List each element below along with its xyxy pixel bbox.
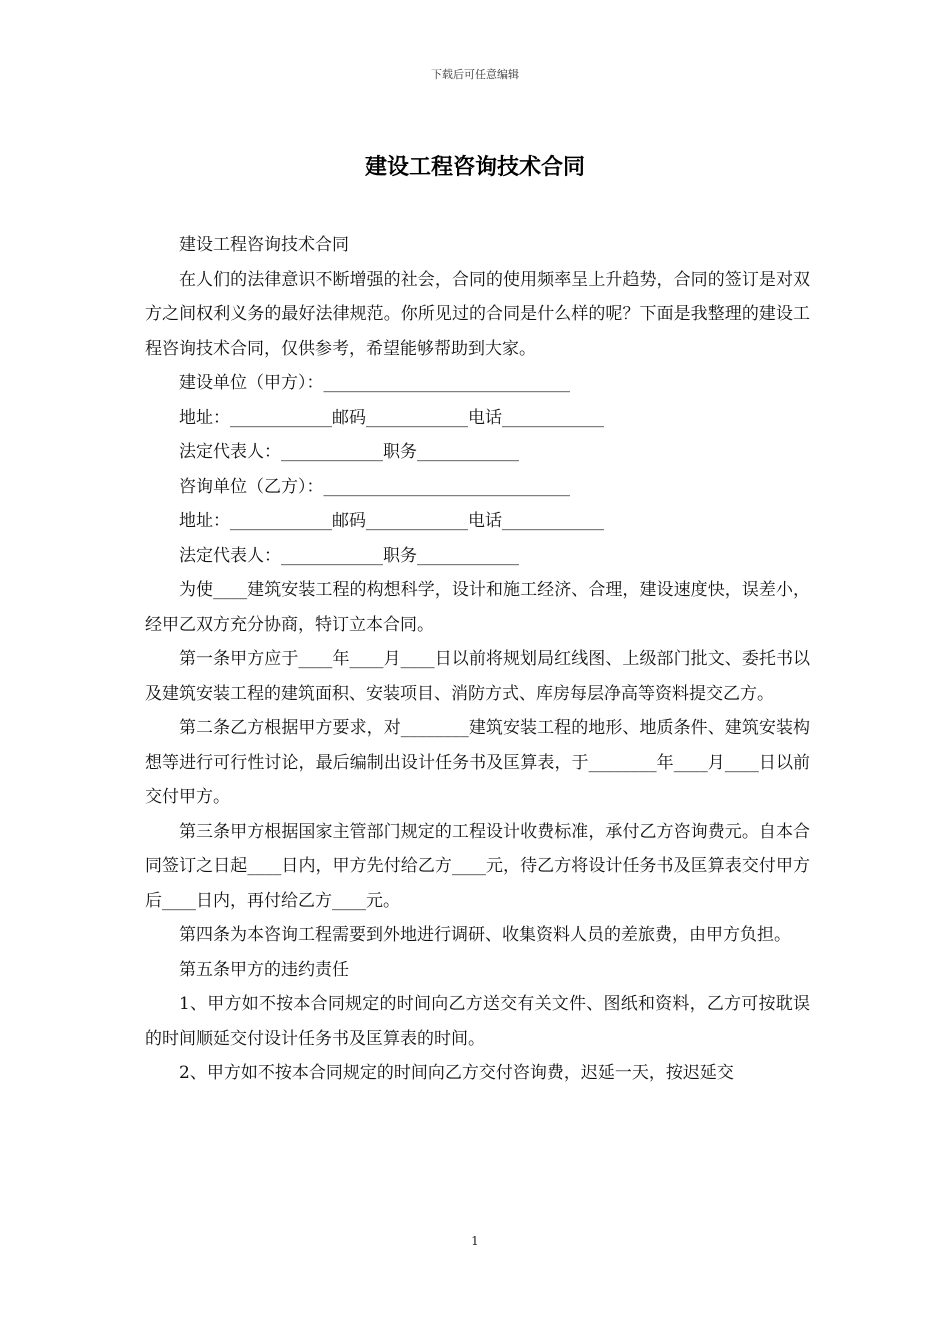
clause-5-heading: 第五条甲方的违约责任 xyxy=(179,959,349,980)
party-b-representative-field: 法定代表人：____________职务____________ xyxy=(179,545,519,566)
header-note: 下载后可任意编辑 xyxy=(431,68,519,81)
clause-5-item-1: 1、甲方如不按本合同规定的时间向乙方送交有关文件、图纸和资料，乙方可按耽误的时间顺延交付设计任务书及匡算表的时间。 xyxy=(145,994,810,1049)
party-a-unit-field: 建设单位（甲方）：_____________________________ xyxy=(179,373,570,393)
paragraph-purpose: 为使____建筑安装工程的构想科学，设计和施工经济、合理，建设速度快，误差小，经甲乙双方充分协商，特订立本合同。 xyxy=(145,580,810,635)
document-title: 建设工程咨询技术合同 xyxy=(364,154,585,180)
paragraph-subtitle: 建设工程咨询技术合同 xyxy=(179,235,349,255)
paragraph-intro: 在人们的法律意识不断增强的社会，合同的使用频率呈上升趋势，合同的签订是对双方之间权利义务的最好法律规范。你所见过的合同是什么样的呢？下面是我整理的建设工程咨询技术合同，仅供参考，希望能够帮助到大家。 xyxy=(145,269,810,359)
clause-1: 第一条甲方应于____年____月____日以前将规划局红线图、上级部门批文、委托书以及建筑安装工程的建筑面积、安装项目、消防方式、库房每层净高等资料提交乙方。 xyxy=(145,649,810,704)
clause-3: 第三条甲方根据国家主管部门规定的工程设计收费标准，承付乙方咨询费元。自本合同签订之日起____日内，甲方先付给乙方____元，待乙方将设计任务书及匡算表交付甲方后____日内，再付给乙方____元。 xyxy=(145,821,810,911)
page-number: 1 xyxy=(471,1234,479,1248)
party-a-address-field: 地址：____________邮码____________电话____________ xyxy=(179,407,604,428)
clause-2: 第二条乙方根据甲方要求，对________建筑安装工程的地形、地质条件、建筑安装构想等进行可行性讨论，最后编制出设计任务书及匡算表，于________年____月____日以前交付甲方。 xyxy=(145,718,810,807)
party-b-address-field: 地址：____________邮码____________电话____________ xyxy=(179,511,604,531)
clause-5-item-2: 2、甲方如不按本合同规定的时间向乙方交付咨询费，迟延一天，按迟延交 xyxy=(179,1063,734,1083)
party-b-unit-field: 咨询单位（乙方）：_____________________________ xyxy=(179,476,570,497)
document-body xyxy=(145,228,810,1091)
party-a-representative-field: 法定代表人：____________职务____________ xyxy=(179,442,519,462)
clause-4: 第四条为本咨询工程需要到外地进行调研、收集资料人员的差旅费，由甲方负担。 xyxy=(179,925,791,945)
